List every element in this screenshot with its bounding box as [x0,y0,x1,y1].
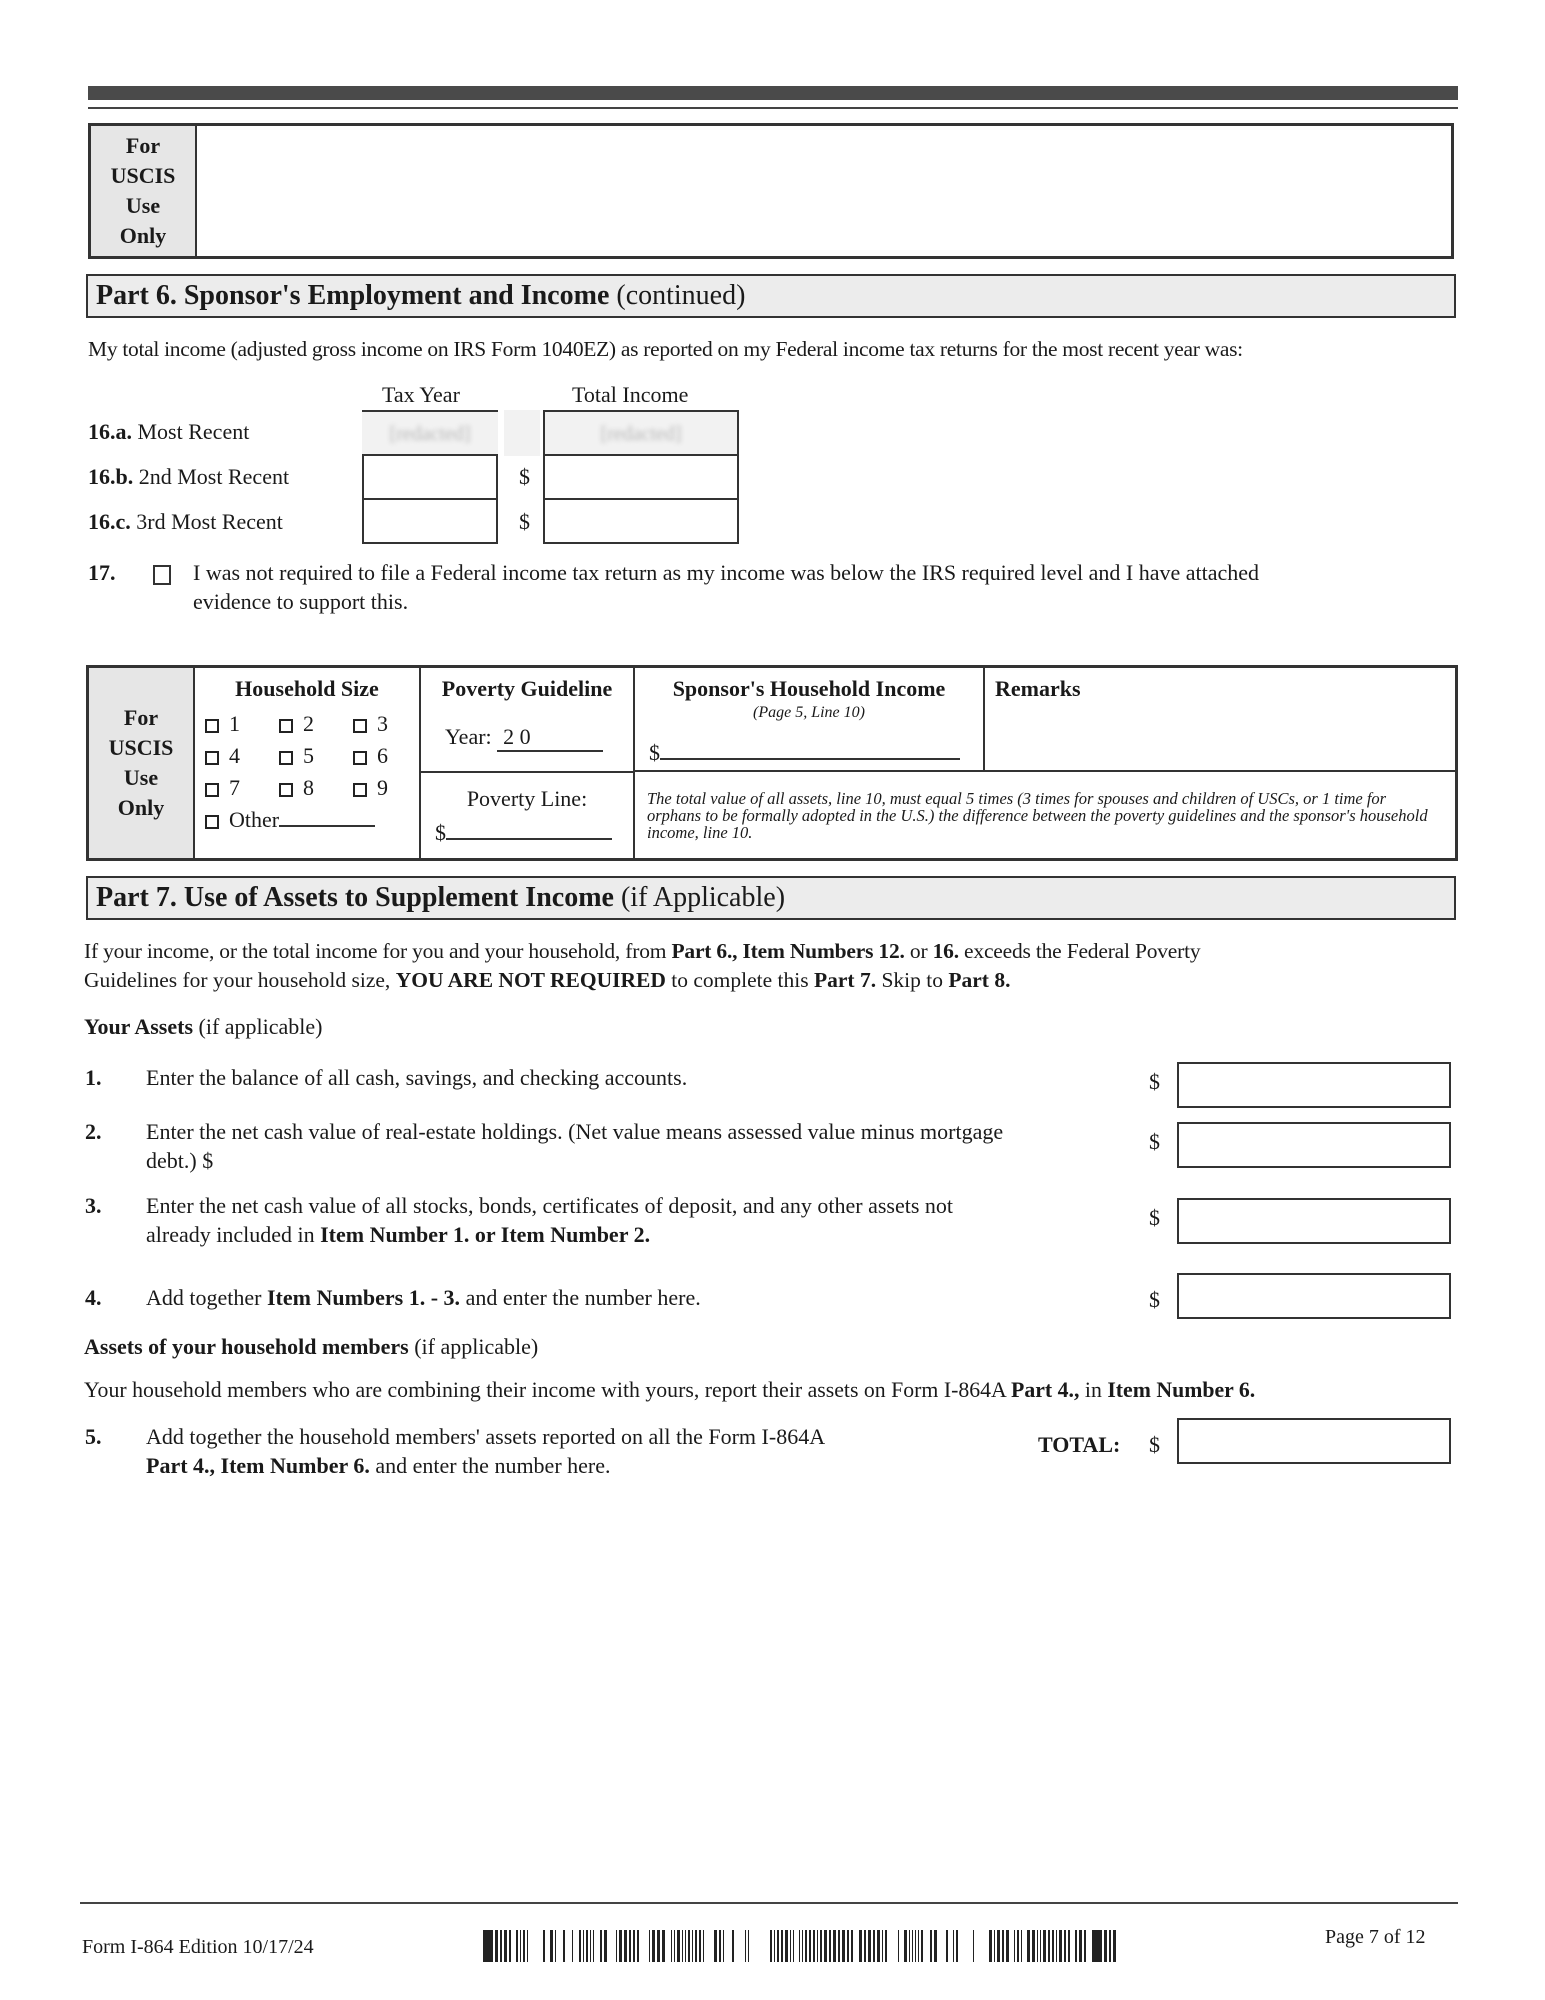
asset-item-2-field[interactable] [1177,1122,1451,1168]
currency-sign: $ [1149,1205,1160,1230]
text: Item Number 6. [1107,1378,1256,1402]
barcode-bar [1052,1930,1054,1962]
barcode-bar [579,1930,581,1962]
part7-subtitle: (if Applicable) [613,882,786,913]
sponsor-income-subtitle: (Page 5, Line 10) [753,704,865,721]
barcode-bar [930,1930,932,1962]
total-income-16c-field[interactable] [543,498,739,544]
poverty-line-field[interactable] [446,818,612,840]
barcode-bar [563,1930,565,1962]
item-number: 16.b. [88,464,134,489]
barcode-bar [770,1930,772,1962]
item-16b-label [88,463,289,491]
label-line: For [125,133,161,158]
year-label: Year: [445,724,492,749]
household-option-9[interactable] [353,772,427,804]
text: or [904,939,933,963]
poverty-guideline-title: Poverty Guideline [441,676,613,701]
barcode-bar [898,1930,899,1962]
barcode-bar [677,1930,680,1962]
label-line: Only [117,795,165,820]
label-line: For [123,705,159,730]
barcode-bar [838,1930,840,1962]
part7-intro-line1 [84,937,1200,965]
item-17-text-line1: I was not required to file a Federal income tax return as my income was below the IRS required level and I have attached [193,560,1260,585]
tax-year-16b-field[interactable] [362,454,498,500]
option-label: 2 [303,711,314,736]
barcode-bar [1014,1930,1015,1962]
barcode-bar [1064,1930,1066,1962]
household-option-5[interactable] [279,740,353,772]
option-label: 1 [229,711,240,736]
barcode-bar [1021,1930,1022,1962]
barcode-bar [703,1930,704,1962]
currency-sign: $ [519,464,530,489]
option-label: 4 [229,743,240,768]
barcode-bar [777,1930,779,1962]
label-line: Use [123,765,159,790]
barcode-bar [555,1930,556,1962]
barcode-bar [934,1930,937,1962]
asset-item-3-number: 3. [85,1193,102,1218]
barcode-bar [745,1930,746,1962]
barcode-bar [820,1930,822,1962]
barcode-bar [915,1930,916,1962]
header-rule [88,107,1458,109]
checkbox[interactable] [205,751,219,765]
barcode-bar [1037,1930,1038,1962]
asset-item-5-text-line1: Add together the household members' assets reported on all the Form I-864A [146,1424,826,1449]
asset-item-5-text-line2 [146,1452,611,1480]
total-income-16b-field[interactable] [543,454,739,500]
text: Part 7. [813,968,877,992]
barcode-bar [956,1930,958,1962]
barcode-bar [873,1930,875,1962]
barcode-bar [695,1930,697,1962]
barcode-bar [483,1930,493,1962]
redacted-value: [redacted] [600,423,682,445]
barcode-bar [1075,1930,1077,1962]
option-label: 5 [303,743,314,768]
text: Part 8. [948,968,1011,992]
page-number: Page 7 of 12 [1325,1926,1426,1948]
household-option-2[interactable] [279,708,353,740]
other-blank[interactable] [279,805,375,827]
item-label: 2nd Most Recent [138,464,290,489]
barcode-bar [649,1930,650,1962]
barcode-bar [989,1930,992,1962]
barcode-bar [619,1930,622,1962]
household-size-cell [195,668,421,858]
checkbox[interactable] [205,719,219,733]
barcode-bar [799,1930,800,1962]
barcode-bar [593,1930,594,1962]
barcode-bar [495,1930,498,1962]
asset-item-4-text [146,1284,701,1312]
uscis-use-only-box-poverty [86,665,1458,861]
label-line: Only [119,223,167,248]
barcode-bar [692,1930,693,1962]
barcode-bar [688,1930,690,1962]
barcode-bar [1079,1930,1082,1962]
barcode-bar [671,1930,672,1962]
barcode-bar [1006,1930,1009,1962]
barcode-bar [543,1930,545,1962]
barcode-bar [781,1930,783,1962]
barcode-bar [847,1930,849,1962]
barcode-bar [1113,1930,1116,1962]
item-16a-label [88,418,249,446]
option-label: 3 [377,711,388,736]
barcode-bar [921,1930,923,1962]
barcode-bar [805,1930,807,1962]
barcode-bar [973,1930,974,1962]
item-16c-label [88,508,283,536]
barcode-bar [793,1930,794,1962]
checkbox[interactable] [353,751,367,765]
household-option-8[interactable] [279,772,353,804]
barcode-bar [785,1930,788,1962]
asset-item-5-total-field[interactable] [1177,1418,1451,1464]
household-size-title: Household Size [235,676,379,701]
item-17-text-line2: evidence to support this. [193,589,409,614]
text: Part 6., Item Numbers 12. [671,939,905,963]
barcode-bar [604,1930,607,1962]
part7-title: Part 7. Use of Assets to Supplement Income [96,882,614,913]
barcode-bar [624,1930,627,1962]
text: Your household members who are combining their income with yours, report their assets on Form I-864A [84,1378,1012,1402]
household-option-other[interactable] [205,804,427,836]
barcode-bar [509,1930,511,1962]
currency-sign: $ [435,820,446,845]
text: Item Number 1. or Item Number 2. [320,1222,651,1247]
barcode-bar [1059,1930,1062,1962]
text: Add together [146,1285,267,1310]
barcode-bar [946,1930,948,1962]
option-label: 7 [229,775,240,800]
col-header-total-income: Total Income [572,382,689,407]
part6-header [86,274,1456,318]
barcode-bar [719,1930,721,1962]
barcode-bar [912,1930,913,1962]
barcode-bar [590,1930,591,1962]
asset-item-1-number: 1. [85,1065,102,1090]
barcode-bar [813,1930,815,1962]
barcode-bar [994,1930,995,1962]
asset-item-1-text: Enter the balance of all cash, savings, and checking accounts. [146,1065,688,1090]
currency-sign: $ [1149,1287,1160,1312]
barcode-bar [527,1930,528,1962]
barcode-bar [583,1930,584,1962]
barcode-bar [877,1930,880,1962]
header-bar [88,86,1458,100]
checkbox[interactable] [205,783,219,797]
barcode-bar [1109,1930,1111,1962]
remarks-cell[interactable] [985,668,1455,772]
barcode-bar [1092,1930,1102,1962]
option-label: 6 [377,743,388,768]
barcode-bar [1002,1930,1004,1962]
text: exceeds the Federal Poverty [958,939,1201,963]
text: Skip to [876,968,949,992]
barcode-bar [657,1930,660,1962]
redacted-value: [redacted] [389,423,471,445]
asset-item-3-text-line2 [146,1221,650,1249]
barcode-bar [1032,1930,1035,1962]
asset-item-4-number: 4. [85,1285,102,1310]
asset-item-2-number: 2. [85,1119,102,1144]
barcode-bar [953,1930,954,1962]
checkbox[interactable] [279,751,293,765]
barcode-bar [842,1930,845,1962]
part7-header [86,876,1456,920]
sponsor-income-amount [649,738,960,766]
poverty-year [445,724,603,752]
form-edition: Form I-864 Edition 10/17/24 [82,1936,314,1958]
label-line: Use [125,193,161,218]
barcode-bar [572,1930,573,1962]
barcode-bar [809,1930,811,1962]
text: (if applicable) [408,1334,539,1359]
barcode-bar [586,1930,588,1962]
household-option-1[interactable] [205,708,279,740]
currency-sign: $ [649,740,660,765]
total-income-16a-field-redacted[interactable] [543,410,739,456]
footer-rule [80,1902,1458,1904]
redacted-currency [504,410,540,456]
text: YOU ARE NOT REQUIRED [395,968,666,992]
barcode-bar [523,1930,525,1962]
barcode-bar [1040,1930,1041,1962]
asset-item-4-field[interactable] [1177,1273,1451,1319]
part6-intro: My total income (adjusted gross income on IRS Form 1040EZ) as reported on my Federal income tax returns for the most recent year was: [88,337,1243,361]
barcode-bar [674,1930,675,1962]
uscis-use-only-label [91,126,197,256]
barcode-bar [1104,1930,1107,1962]
uscis-use-only-label [89,668,195,858]
item-number: 16.a. [88,419,132,444]
text: Part 4., Item Number 6. [146,1453,370,1478]
barcode-bar [997,1930,1000,1962]
poverty-line-amount [435,818,612,846]
year-field[interactable]: 2 0 [497,724,603,752]
asset-item-2-text-line2: debt.) $ [146,1148,214,1173]
barcode-bar [516,1930,518,1962]
tax-year-16a-field-redacted[interactable] [362,410,498,458]
item-label: 3rd Most Recent [136,509,283,534]
sponsor-income-field[interactable] [660,738,960,760]
total-label: TOTAL: [1038,1432,1121,1457]
label-line: USCIS [108,735,174,760]
barcode-bar [1084,1930,1086,1962]
col-header-tax-year: Tax Year [382,382,460,407]
uscis-use-only-box-top [88,123,1454,259]
remarks-title: Remarks [995,676,1081,701]
part6-subtitle: (continued) [609,280,746,311]
poverty-guideline-cell [421,668,635,858]
household-assets-note [84,1376,1255,1404]
option-label: 9 [377,775,388,800]
barcode-bar [1017,1930,1019,1962]
checkbox[interactable] [279,783,293,797]
barcode-bar [774,1930,775,1962]
barcode-bar [1068,1930,1070,1962]
label-line: USCIS [110,163,176,188]
barcode-bar [637,1930,639,1962]
barcode-bar [652,1930,655,1962]
household-option-7[interactable] [205,772,279,804]
household-assets-heading [84,1333,538,1361]
asset-item-3-text-line1: Enter the net cash value of all stocks, bonds, certificates of deposit, and any other assets not [146,1193,954,1218]
barcode-bar [1043,1930,1046,1962]
barcode-bar [633,1930,635,1962]
sponsor-income-title: Sponsor's Household Income [672,676,946,701]
barcode-bar [864,1930,866,1962]
currency-sign: $ [519,509,530,534]
barcode-bar [504,1930,507,1962]
checkbox[interactable] [279,719,293,733]
barcode-bar [600,1930,602,1962]
text: If your income, or the total income for you and your household, from [84,939,672,963]
text: Assets of your household members [84,1334,409,1359]
household-option-4[interactable] [205,740,279,772]
barcode-bar [1027,1930,1030,1962]
barcode-bar [1048,1930,1050,1962]
barcode-bar [802,1930,803,1962]
barcode-bar [829,1930,831,1962]
barcode-bar [790,1930,791,1962]
tax-year-16c-field[interactable] [362,498,498,544]
household-size-options [205,708,427,836]
part7-intro-line2 [84,966,1010,994]
barcode-bar [868,1930,871,1962]
checkbox[interactable] [205,815,219,829]
barcode-bar [882,1930,883,1962]
barcode-bar [851,1930,853,1962]
part6-title: Part 6. Sponsor's Employment and Income [96,280,610,311]
assets-note: The total value of all assets, line 10, must equal 5 times (3 times for spouses and children of USCs, or 1 time for orphans to be formally adopted in the U.S.) the difference between the poverty guidelines and the sponsor's household income, line 10. [647,789,1428,842]
barcode-bar [662,1930,665,1962]
asset-item-1-field[interactable] [1177,1062,1451,1108]
barcode-bar [682,1930,683,1962]
barcode-bar [685,1930,686,1962]
barcode-bar [817,1930,818,1962]
asset-item-5-number: 5. [85,1424,102,1449]
text: to complete this [665,968,814,992]
barcode-bar [918,1930,919,1962]
barcode [483,1930,1143,1962]
checkbox[interactable] [353,783,367,797]
item-label: Most Recent [137,419,250,444]
checkbox[interactable] [353,719,367,733]
poverty-line-label: Poverty Line: [466,786,588,811]
household-option-3[interactable] [353,708,427,740]
barcode-bar [909,1930,910,1962]
your-assets-heading [84,1013,323,1041]
barcode-bar [723,1930,724,1962]
barcode-bar [500,1930,502,1962]
text: and enter the number here. [460,1285,701,1310]
barcode-bar [714,1930,717,1962]
text: already included in [146,1222,321,1247]
currency-sign: $ [1149,1129,1160,1154]
barcode-bar [859,1930,862,1962]
text: in [1079,1378,1108,1402]
text: Your Assets [84,1014,194,1039]
item-17-checkbox[interactable] [153,565,171,585]
sponsor-household-income-cell [635,668,985,772]
asset-item-2-text-line1: Enter the net cash value of real-estate holdings. (Net value means assessed value minus mortgage [146,1119,1004,1144]
currency-sign: $ [1149,1432,1160,1457]
text: (if applicable) [193,1014,323,1039]
item-number: 16.c. [88,509,131,534]
barcode-bar [732,1930,734,1962]
barcode-bar [520,1930,521,1962]
text: Guidelines for your household size, [84,968,396,992]
barcode-bar [616,1930,617,1962]
barcode-bar [904,1930,907,1962]
barcode-bar [885,1930,887,1962]
text: Item Numbers 1. - 3. [266,1285,461,1310]
barcode-bar [699,1930,701,1962]
currency-sign: $ [1149,1069,1160,1094]
barcode-bar [833,1930,836,1962]
text: 16. [932,939,959,963]
option-label: Other [229,807,280,832]
option-label: 8 [303,775,314,800]
barcode-bar [748,1930,749,1962]
barcode-bar [824,1930,827,1962]
barcode-bar [629,1930,631,1962]
asset-item-3-field[interactable] [1177,1198,1451,1244]
text: and enter the number here. [369,1453,611,1478]
divider [421,771,633,773]
sponsor-income-remarks-cell [635,668,1455,858]
text: Part 4., [1011,1378,1080,1402]
barcode-bar [550,1930,553,1962]
barcode-bar [1056,1930,1057,1962]
item-17-number: 17. [88,560,116,585]
household-option-6[interactable] [353,740,427,772]
